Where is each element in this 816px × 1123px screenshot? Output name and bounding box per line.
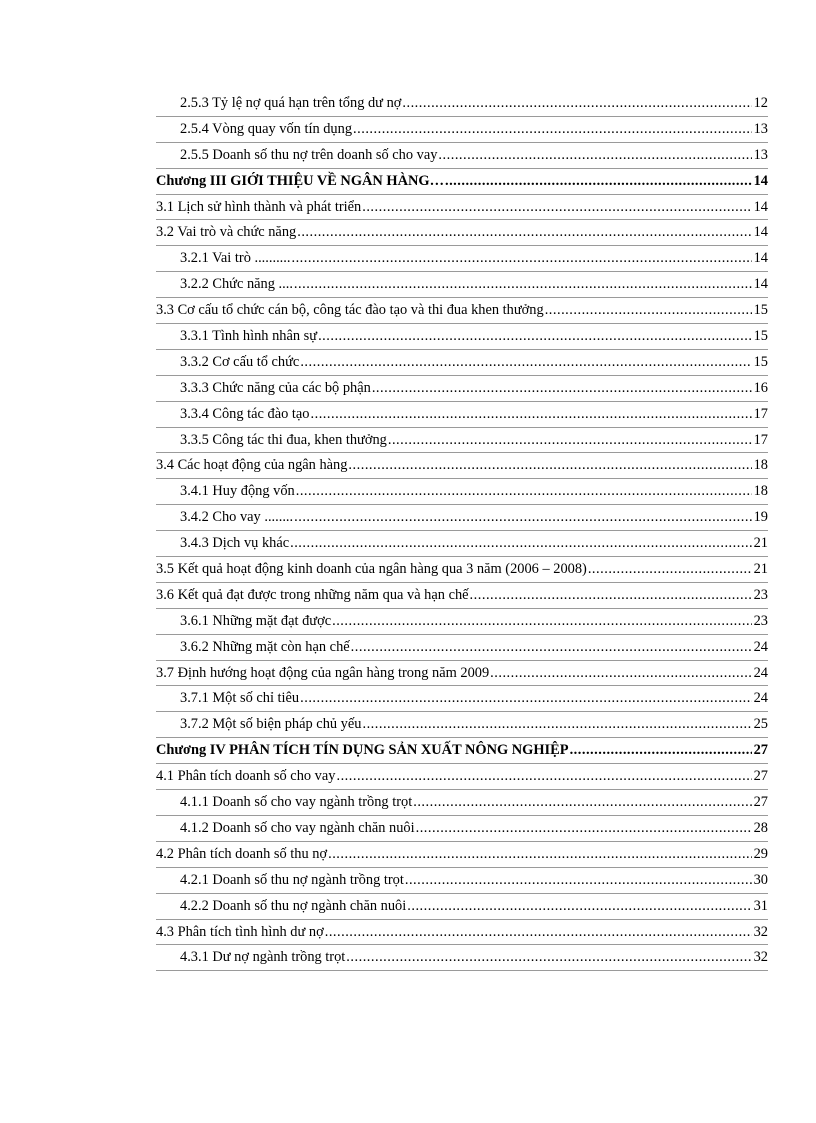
toc-entry-row[interactable]: [156, 764, 768, 790]
toc-dot-leader: [413, 790, 751, 816]
toc-entry-title: 3.3 Cơ cấu tổ chức cán bộ, công tác đào tạo và thi đua khen thưởng: [156, 302, 544, 319]
toc-entry-row[interactable]: [156, 790, 768, 816]
toc-page-number: 32: [753, 949, 768, 966]
toc-entry-row[interactable]: [156, 402, 768, 428]
toc-dot-leader: [402, 91, 751, 117]
toc-page-number: 27: [753, 768, 768, 785]
toc-entry-title: 3.3.5 Công tác thi đua, khen thưởng: [180, 431, 387, 448]
toc-entry-title: 3.2.2 Chức năng ....: [180, 276, 293, 293]
toc-page-number: 23: [753, 586, 768, 603]
toc-entry-title: 3.3.2 Cơ cấu tổ chức: [180, 353, 300, 370]
toc-dot-leader: [291, 246, 751, 272]
toc-entry-title: 3.4.1 Huy động vốn: [180, 483, 295, 500]
toc-page-number: 25: [753, 716, 768, 733]
toc-entry-title: 3.1 Lịch sử hình thành và phát triển: [156, 198, 362, 215]
toc-entry-title: 3.7 Định hướng hoạt động của ngân hàng trong năm 2009: [156, 664, 490, 681]
toc-dot-leader: [297, 220, 751, 246]
toc-entry-row[interactable]: [156, 531, 768, 557]
toc-entry-title: 4.2.1 Doanh số thu nợ ngành trồng trọt: [180, 871, 404, 888]
toc-dot-leader: [490, 661, 751, 687]
toc-entry-row[interactable]: [156, 272, 768, 298]
toc-entry-title: 3.7.1 Một số chỉ tiêu: [180, 690, 300, 707]
toc-dot-leader: [570, 738, 752, 764]
toc-page-number: 24: [753, 638, 768, 655]
toc-page-number: 28: [753, 819, 768, 836]
toc-dot-leader: [545, 298, 752, 324]
toc-entry-row[interactable]: [156, 453, 768, 479]
toc-entry-row[interactable]: [156, 324, 768, 350]
toc-page-number: 13: [753, 146, 768, 163]
toc-page-number: 27: [753, 742, 768, 759]
toc-dot-leader: [328, 842, 752, 868]
toc-page-number: 21: [753, 535, 768, 552]
toc-dot-leader: [346, 945, 751, 971]
toc-entry-title: 3.3.3 Chức năng của các bộ phận: [180, 379, 371, 396]
toc-page-number: 32: [753, 923, 768, 940]
toc-entry-title: 4.1.1 Doanh số cho vay ngành trồng trọt: [180, 794, 413, 811]
toc-entry-row[interactable]: [156, 195, 768, 221]
toc-dot-leader: [588, 557, 752, 583]
toc-entry-title: Chương III GIỚI THIỆU VỀ NGÂN HÀNG…: [156, 172, 444, 189]
toc-page-number: 17: [753, 431, 768, 448]
toc-page-number: 14: [753, 198, 768, 215]
toc-entry-title: 3.2.1 Vai trò ..........: [180, 250, 291, 267]
toc-dot-leader: [294, 505, 751, 531]
toc-entry-row[interactable]: [156, 376, 768, 402]
toc-page-number: 29: [753, 845, 768, 862]
toc-dot-leader: [362, 712, 751, 738]
toc-entry-title: 3.3.1 Tình hình nhân sự: [180, 328, 318, 345]
toc-page-number: 15: [753, 328, 768, 345]
toc-page-number: 13: [753, 120, 768, 137]
toc-page-number: 14: [753, 172, 768, 189]
toc-dot-leader: [405, 868, 752, 894]
toc-entry-title: 3.7.2 Một số biện pháp chủ yếu: [180, 716, 362, 733]
toc-dot-leader: [438, 143, 751, 169]
toc-entry-row[interactable]: [156, 298, 768, 324]
toc-dot-leader: [372, 376, 752, 402]
toc-chapter-row[interactable]: [156, 169, 768, 195]
toc-entry-row[interactable]: [156, 686, 768, 712]
toc-page-number: 18: [753, 483, 768, 500]
toc-entry-row[interactable]: [156, 868, 768, 894]
toc-page-number: 19: [753, 509, 768, 526]
toc-entry-title: 3.5 Kết quả hoạt động kinh doanh của ngân hàng qua 3 năm (2006 – 2008): [156, 561, 587, 578]
toc-entry-row[interactable]: [156, 583, 768, 609]
toc-dot-leader: [325, 920, 752, 946]
toc-page-number: 24: [753, 664, 768, 681]
toc-page-number: 18: [753, 457, 768, 474]
toc-page-number: 31: [753, 897, 768, 914]
toc-entry-row[interactable]: [156, 920, 768, 946]
toc-dot-leader: [362, 195, 751, 221]
toc-entry-title: 3.2 Vai trò và chức năng: [156, 224, 297, 241]
toc-dot-leader: [332, 609, 752, 635]
toc-entry-title: 3.4.3 Dịch vụ khác: [180, 535, 290, 552]
toc-entry-title: 4.1 Phân tích doanh số cho vay: [156, 768, 336, 785]
toc-entry-row[interactable]: [156, 428, 768, 454]
toc-entry-title: 3.6 Kết quả đạt được trong những năm qua và hạn chế: [156, 586, 469, 603]
toc-entry-row[interactable]: [156, 894, 768, 920]
toc-entry-title: 4.3.1 Dư nợ ngành trồng trọt: [180, 949, 346, 966]
toc-entry-row[interactable]: [156, 479, 768, 505]
toc-page-number: 12: [753, 95, 768, 111]
toc-entry-title: 2.5.5 Doanh số thu nợ trên doanh số cho vay: [180, 146, 438, 163]
toc-page-number: 30: [753, 871, 768, 888]
toc-entry-title: 3.4.2 Cho vay ........: [180, 509, 294, 526]
toc-page-number: 16: [753, 379, 768, 396]
toc-page-number: 14: [753, 276, 768, 293]
toc-chapter-row[interactable]: [156, 738, 768, 764]
toc-entry-row[interactable]: [156, 117, 768, 143]
toc-entry-row[interactable]: [156, 143, 768, 169]
toc-entry-row[interactable]: [156, 609, 768, 635]
toc-entry-title: 3.6.1 Những mặt đạt được: [180, 612, 332, 629]
toc-page-number: 24: [753, 690, 768, 707]
toc-dot-leader: [311, 402, 752, 428]
toc-dot-leader: [407, 894, 751, 920]
toc-page-number: 17: [753, 405, 768, 422]
toc-dot-leader: [296, 479, 752, 505]
toc-dot-leader: [300, 350, 751, 376]
toc-entry-row[interactable]: [156, 246, 768, 272]
toc-entry-row[interactable]: [156, 712, 768, 738]
toc-page-number: 14: [753, 224, 768, 241]
toc-dot-leader: [388, 428, 752, 454]
toc-entry-row[interactable]: [156, 505, 768, 531]
toc-entry-row[interactable]: [156, 557, 768, 583]
toc-dot-leader: [470, 583, 752, 609]
toc-page-number: 15: [753, 302, 768, 319]
toc-page-number: 21: [753, 561, 768, 578]
toc-entry-row[interactable]: [156, 91, 768, 117]
toc-entry-row[interactable]: [156, 945, 768, 971]
toc-dot-leader: [336, 764, 751, 790]
toc-dot-leader: [353, 117, 752, 143]
toc-entry-row[interactable]: [156, 661, 768, 687]
toc-dot-leader: [445, 169, 752, 195]
toc-entry-title: 4.2 Phân tích doanh số thu nợ: [156, 845, 328, 862]
toc-entry-title: 3.3.4 Công tác đào tạo: [180, 405, 310, 422]
toc-entry-title: Chương IV PHÂN TÍCH TÍN DỤNG SẢN XUẤT NÔNG NGHIỆP: [156, 742, 569, 759]
toc-dot-leader: [318, 324, 752, 350]
toc-entry-title: 3.4 Các hoạt động của ngân hàng: [156, 457, 348, 474]
toc-dot-leader: [300, 686, 751, 712]
toc-entry-row[interactable]: [156, 635, 768, 661]
toc-dot-leader: [348, 453, 751, 479]
toc-entry-title: 2.5.3 Tỷ lệ nợ quá hạn trên tổng dư nợ: [180, 95, 402, 111]
toc-dot-leader: [351, 635, 752, 661]
toc-page-number: 14: [753, 250, 768, 267]
toc-page-number: 27: [753, 794, 768, 811]
toc-dot-leader: [294, 272, 752, 298]
toc-entry-title: 3.6.2 Những mặt còn hạn chế: [180, 638, 350, 655]
toc-entry-title: 2.5.4 Vòng quay vốn tín dụng: [180, 120, 353, 137]
toc-entry-row[interactable]: [156, 220, 768, 246]
toc-dot-leader: [290, 531, 752, 557]
toc-entry-row[interactable]: [156, 842, 768, 868]
toc-entry-title: 4.2.2 Doanh số thu nợ ngành chăn nuôi: [180, 897, 407, 914]
toc-entry-row[interactable]: [156, 350, 768, 376]
table-of-contents: [156, 91, 768, 971]
toc-entry-title: 4.3 Phân tích tình hình dư nợ: [156, 923, 324, 940]
toc-page-number: 23: [753, 612, 768, 629]
toc-entry-title: 4.1.2 Doanh số cho vay ngành chăn nuôi: [180, 819, 415, 836]
toc-entry-row[interactable]: [156, 816, 768, 842]
toc-dot-leader: [416, 816, 752, 842]
toc-page-number: 15: [753, 353, 768, 370]
